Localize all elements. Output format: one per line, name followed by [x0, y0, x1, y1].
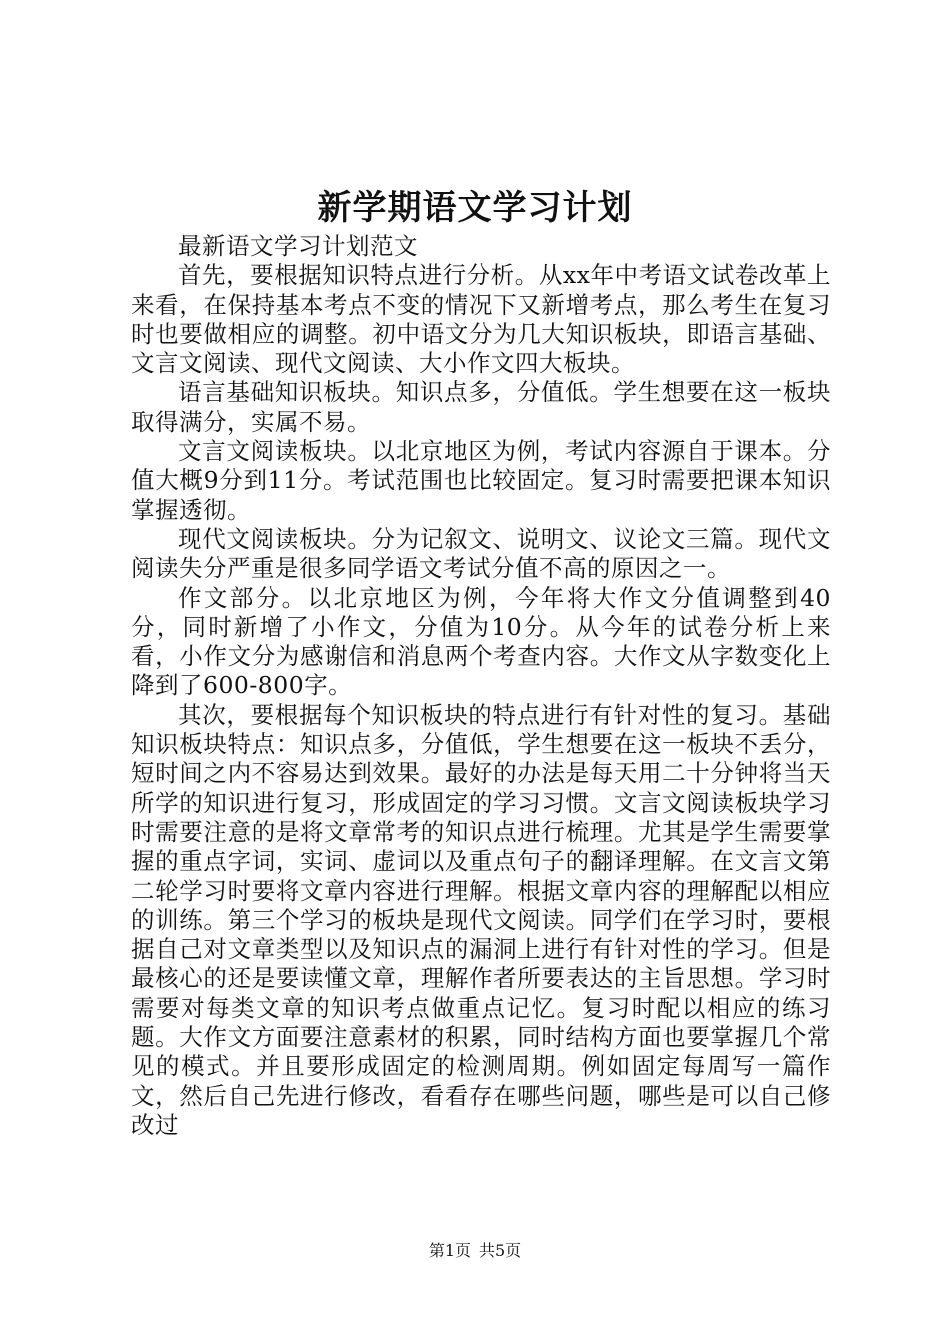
paragraph-language-basics: 语言基础知识板块。知识点多，分值低。学生想要在这一板块取得满分，实属不易。 — [131, 378, 831, 436]
paragraph-subtitle: 最新语文学习计划范文 — [178, 232, 418, 260]
page-number: 第1页 — [428, 1241, 471, 1260]
paragraph-analysis: 首先，要根据知识特点进行分析。从xx年中考语文试卷改革上来看，在保持基本考点不变的情况下又新增考点，那么考生在复习时也要做相应的调整。初中语文分为几大知识板块，即语言基础、文言文阅读、现代文阅读、大小作文四大板块。 — [131, 261, 831, 378]
page-footer — [0, 1240, 950, 1262]
page-total: 共5页 — [479, 1241, 522, 1260]
paragraph-modern-reading: 现代文阅读板块。分为记叙文、说明文、议论文三篇。现代文阅读失分严重是很多同学语文考试分值不高的原因之一。 — [131, 524, 831, 583]
paragraph-review-strategy: 其次，要根据每个知识板块的特点进行有针对性的复习。基础知识板块特点：知识点多，分值低，学生想要在这一板块不丢分，短时间之内不容易达到效果。最好的办法是每天用二十分钟将当天所学的知识进行复习，形成固定的学习习惯。文言文阅读板块学习时需要注意的是将文章常考的知识点进行梳理。尤其是学生需要掌握的重点字词，实词、虚词以及重点句子的翻译理解。在文言文第二轮学习时要将文章内容进行理解。根据文章内容的理解配以相应的训练。第三个学习的板块是现代文阅读。同学们在学习时，要根据自己对文章类型以及知识点的漏洞上进行有针对性的学习。但是最核心的还是要读懂文章，理解作者所要表达的主旨思想。学习时需要对每类文章的知识考点做重点记忆。复习时配以相应的练习题。大作文方面要注意素材的积累，同时结构方面也要掌握几个常见的模式。并且要形成固定的检测周期。例如固定每周写一篇作文，然后自己先进行修改，看看存在哪些问题，哪些是可以自己修改过 — [131, 700, 831, 1139]
document-body — [131, 232, 831, 1140]
paragraph-composition: 作文部分。以北京地区为例，今年将大作文分值调整到40分，同时新增了小作文，分值为10分。从今年的试卷分析上来看，小作文分为感谢信和消息两个考查内容。大作文从字数变化上降到了600-800字。 — [131, 583, 831, 700]
paragraph-classical-chinese: 文言文阅读板块。以北京地区为例，考试内容源自于课本。分值大概9分到11分。考试范围也比较固定。复习时需要把课本知识掌握透彻。 — [131, 437, 831, 524]
document-title: 新学期语文学习计划 — [317, 188, 633, 228]
